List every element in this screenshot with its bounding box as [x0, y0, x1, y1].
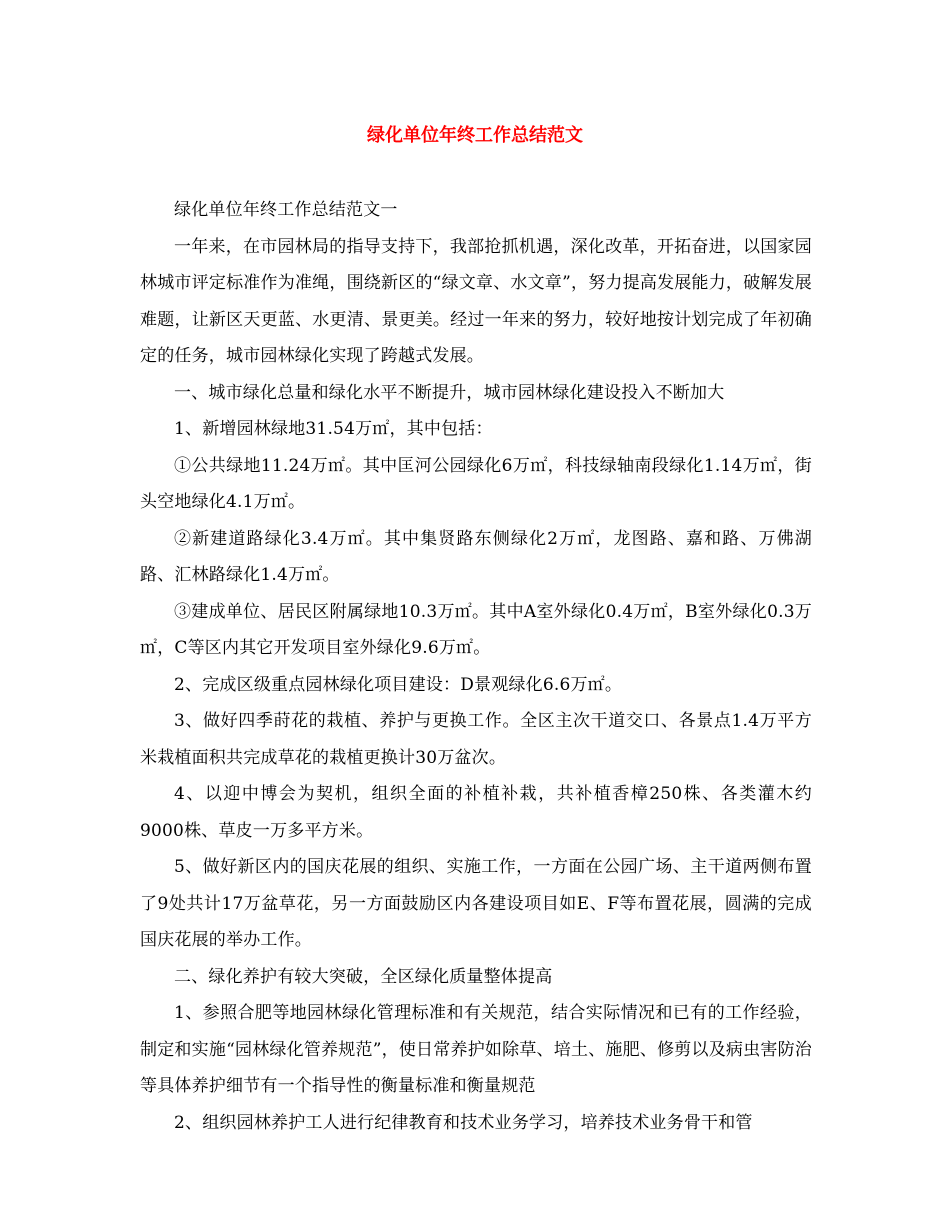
paragraph: 3、做好四季莳花的栽植、养护与更换工作。全区主次干道交口、各景点1.4万平方米栽植面积共完成草花的栽植更换计30万盆次。 — [140, 711, 812, 768]
paragraph: 一年来，在市园林局的指导支持下，我部抢抓机遇，深化改革，开拓奋进，以国家园林城市评定标准作为准绳，围绕新区的“绿文章、水文章”，努力提高发展能力，破解发展难题，让新区天更蓝、水更清、景更美。经过一年来的努力，较好地按计划完成了年初确定的任务，城市园林绿化实现了跨越式发展。 — [140, 236, 812, 366]
document-body — [140, 192, 812, 1141]
paragraph: ①公共绿地11.24万㎡。其中匡河公园绿化6万㎡，科技绿轴南段绿化1.14万㎡，街头空地绿化4.1万㎡。 — [140, 455, 812, 512]
paragraph: 4、以迎中博会为契机，组织全面的补植补栽，共补植香樟250株、各类灌木约9000株、草皮一万多平方米。 — [140, 784, 812, 841]
paragraph: 2、完成区级重点园林绿化项目建设：D景观绿化6.6万㎡。 — [174, 674, 623, 695]
paragraph: 绿化单位年终工作总结范文一 — [174, 200, 398, 220]
paragraph: 5、做好新区内的国庆花展的组织、实施工作，一方面在公园广场、主干道两侧布置了9处共计17万盆草花，另一方面鼓励区内各建设项目如E、F等布置花展，圆满的完成国庆花展的举办工作。 — [140, 857, 812, 950]
paragraph: ②新建道路绿化3.4万㎡。其中集贤路东侧绿化2万㎡，龙图路、嘉和路、万佛湖路、汇林路绿化1.4万㎡。 — [140, 528, 812, 585]
section-heading: 二、绿化养护有较大突破，全区绿化质量整体提高 — [174, 966, 553, 987]
document-title: 绿化单位年终工作总结范文 — [367, 125, 583, 146]
section-heading: 一、城市绿化总量和绿化水平不断提升，城市园林绿化建设投入不断加大 — [174, 382, 725, 403]
paragraph: 1、新增园林绿地31.54万㎡，其中包括： — [174, 419, 493, 439]
paragraph: ③建成单位、居民区附属绿地10.3万㎡。其中A室外绿化0.4万㎡，B室外绿化0.3万㎡，C等区内其它开发项目室外绿化9.6万㎡。 — [140, 601, 812, 658]
paragraph: 2、组织园林养护工人进行纪律教育和技术业务学习，培养技术业务骨干和管 — [174, 1112, 753, 1133]
paragraph: 1、参照合肥等地园林绿化管理标准和有关规范，结合实际情况和已有的工作经验，制定和实施“园林绿化管养规范”，使日常养护如除草、培土、施肥、修剪以及病虫害防治等具体养护细节有一个指导性的衡量标准和衡量规范 — [140, 1003, 812, 1096]
